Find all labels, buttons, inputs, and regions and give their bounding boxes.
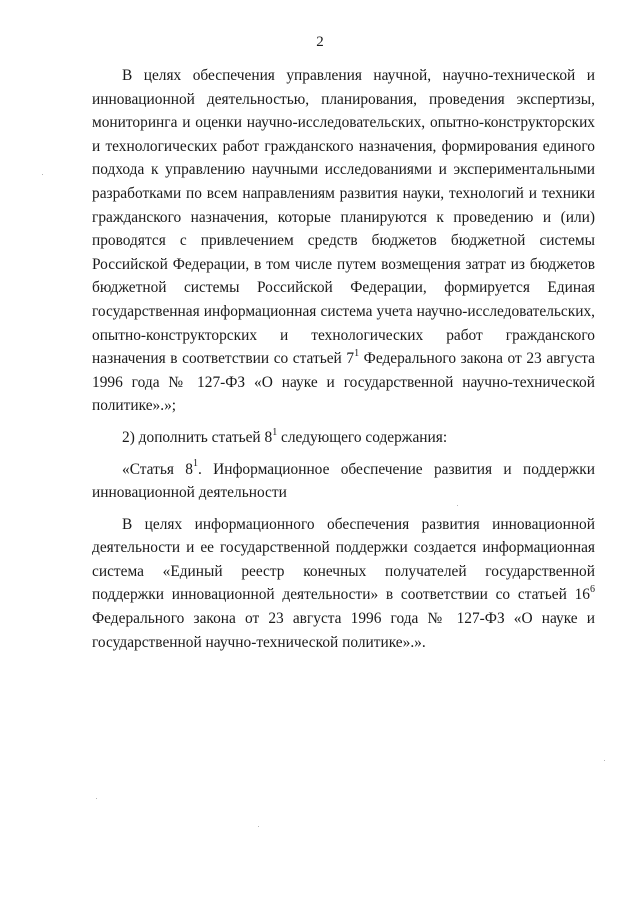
scan-speck (258, 826, 259, 827)
paragraph-innovation-registry (92, 513, 595, 655)
paragraph-amendment-item (92, 426, 595, 450)
paragraph-information-system-purpose (92, 64, 595, 418)
article-heading (92, 458, 595, 505)
article-heading-text: . Информационное обеспечение развития и поддержки инновационной деятельности (92, 460, 595, 502)
paragraph-text: Федерального закона от 23 августа 1996 года № 127-ФЗ «О науке и государственной научно-технической политике».»; (92, 350, 596, 415)
paragraph-text: следующего содержания: (277, 428, 448, 446)
article-superscript: 1 (192, 458, 198, 470)
article-superscript: 1 (354, 348, 360, 359)
scan-speck (96, 798, 97, 799)
page-number: 2 (316, 34, 324, 50)
paragraph-text: В целях информационного обеспечения развития инновационной деятельности и ее государственной поддержки создается информационная система «Единый реестр конечных получателей государственной поддержки инновационной деятельности» в соответствии со статьей 16 (92, 515, 595, 604)
article-heading-text: «Статья 8 (122, 460, 193, 478)
paragraph-text: В целях обеспечения управления научной, научно-технической и инновационной деятельностью, планирования, проведения экспертизы, мониторинга и оценки научно-исследовательских, опытно-конструкторских и технологических работ гражданского назначения, формирования единого подхода к управлению научными исследованиями и экспериментальными разработками по всем направлениям развития науки, технологий и техники гражданского назначения, которые планируются к проведению и (или) проводятся с привлечением средств бюджетов бюджетной системы Российской Федерации, в том числе путем возмещения затрат из бюджетов бюджетной системы Российской Федерации, формируется Единая государственная информационная система учета научно-исследовательских, опытно-конструкторских и технологических работ гражданского назначения в соответствии со статьей 7 (92, 67, 595, 368)
paragraph-text: 2) дополнить статьей 8 (122, 428, 273, 446)
article-superscript: 6 (590, 584, 595, 596)
scan-speck (42, 174, 43, 175)
article-superscript: 1 (272, 426, 278, 438)
paragraph-text: Федерального закона от 23 августа 1996 года № 127-ФЗ «О науке и государственной научно-технической политике».». (92, 610, 595, 651)
document-body (92, 64, 595, 662)
scan-speck (457, 505, 458, 506)
scan-speck (604, 760, 605, 761)
